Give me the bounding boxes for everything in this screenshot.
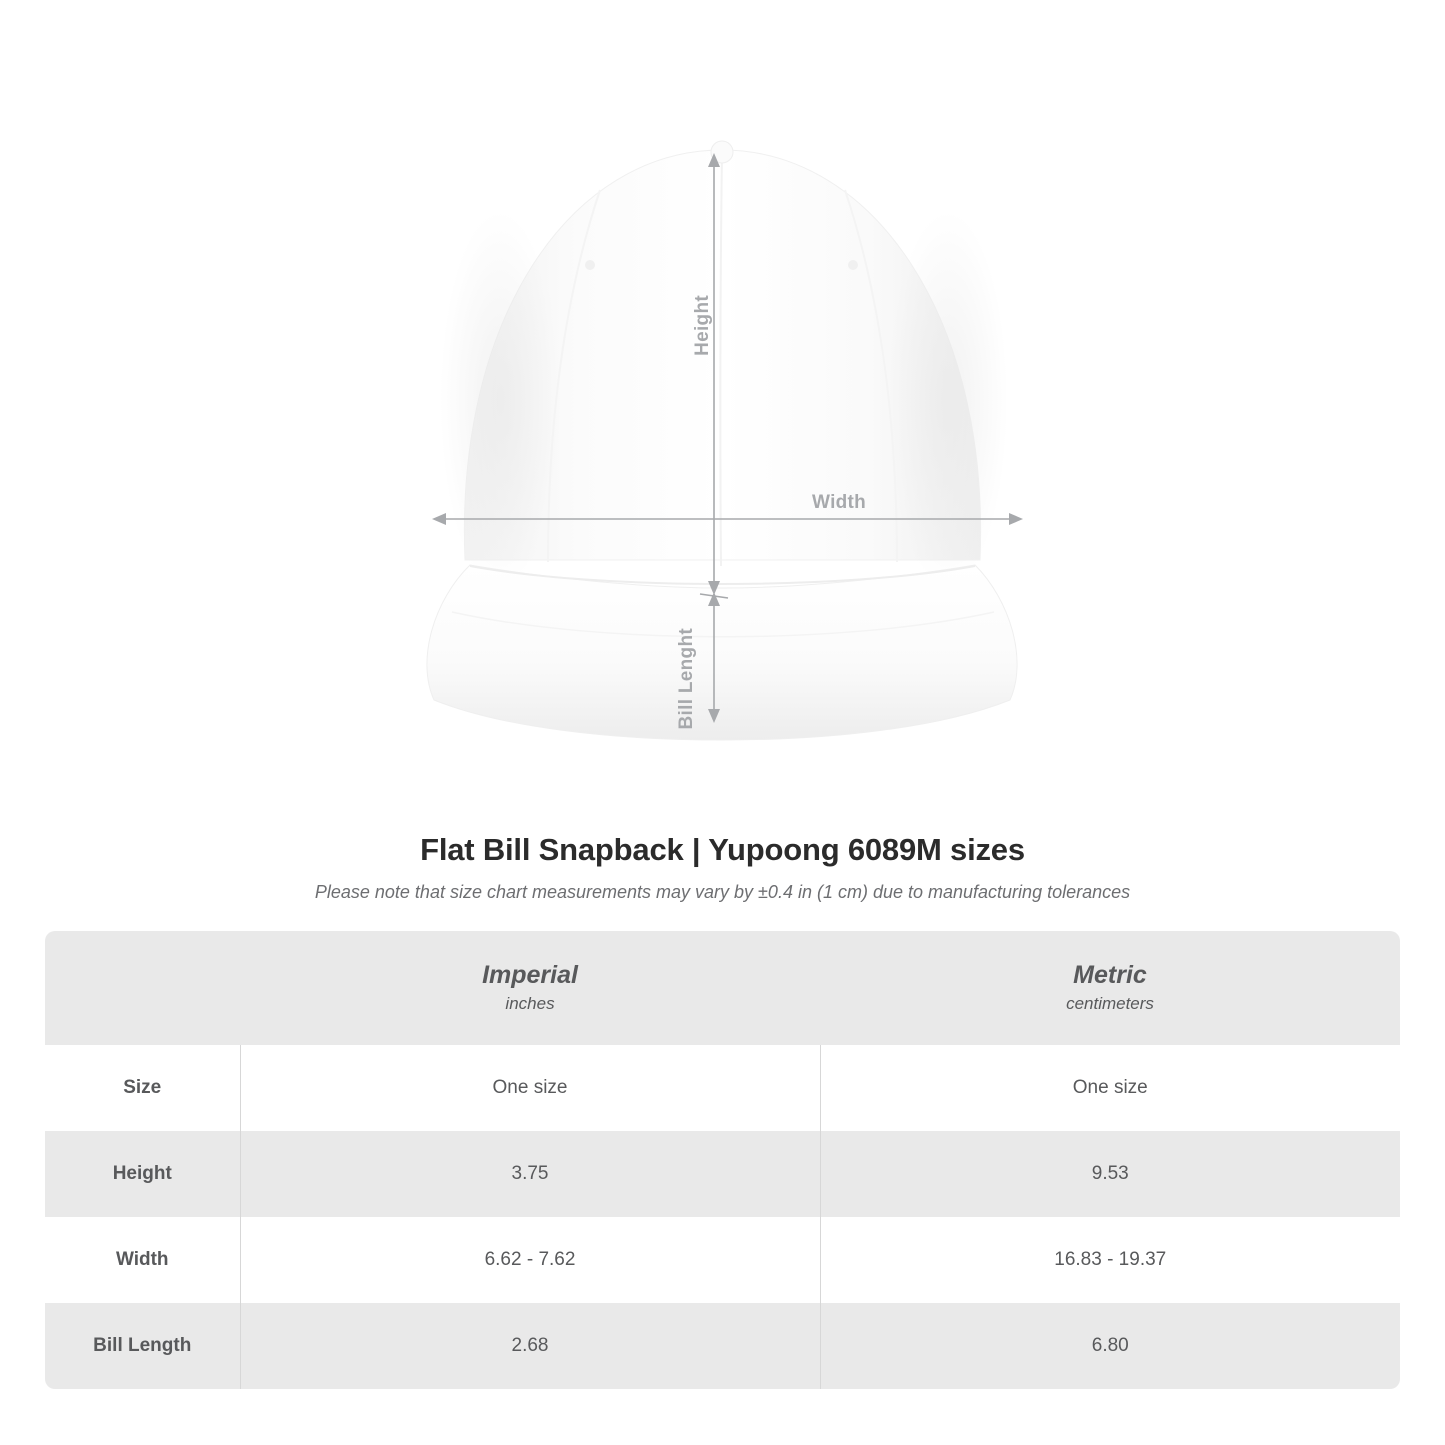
- row-label-size: Size: [45, 1045, 240, 1131]
- header-imperial-title: Imperial: [482, 960, 578, 989]
- tolerance-note: Please note that size chart measurements may vary by ±0.4 in (1 cm) due to manufacturing tolerances: [314, 882, 1131, 902]
- width-dimension-label: Width: [812, 492, 867, 513]
- header-metric-sub: centimeters: [1066, 993, 1154, 1013]
- title-block: [0, 832, 1445, 903]
- cell-height-metric: 9.53: [820, 1131, 1400, 1217]
- table-row: [45, 1303, 1400, 1389]
- header-imperial: [240, 931, 820, 1045]
- size-table: [45, 931, 1400, 1389]
- bill-length-dimension-label: [676, 628, 720, 729]
- height-dimension-label: Height: [692, 295, 713, 356]
- row-label-width: Width: [45, 1217, 240, 1303]
- bill-length-line1: Bill: [676, 698, 697, 730]
- header-metric: [820, 931, 1400, 1045]
- cell-size-imperial: One size: [240, 1045, 820, 1131]
- cell-bill-length-metric: 6.80: [820, 1303, 1400, 1389]
- cell-width-imperial: 6.62 - 7.62: [240, 1217, 820, 1303]
- header-blank: [45, 931, 240, 1045]
- header-imperial-sub: inches: [505, 993, 555, 1013]
- cell-bill-length-imperial: 2.68: [240, 1303, 820, 1389]
- page-title: Flat Bill Snapback | Yupoong 6089M sizes: [420, 832, 1025, 867]
- table-row: [45, 1131, 1400, 1217]
- table-row: [45, 1045, 1400, 1131]
- cell-width-metric: 16.83 - 19.37: [820, 1217, 1400, 1303]
- row-label-height: Height: [45, 1131, 240, 1217]
- table-header-row: [45, 931, 1400, 1045]
- row-label-bill-length: Bill Length: [45, 1303, 240, 1389]
- bill-length-line2: Lenght: [676, 628, 697, 694]
- table-row: [45, 1217, 1400, 1303]
- header-metric-title: Metric: [1073, 960, 1147, 989]
- size-table-wrapper: [45, 931, 1400, 1389]
- cell-height-imperial: 3.75: [240, 1131, 820, 1217]
- cell-size-metric: One size: [820, 1045, 1400, 1131]
